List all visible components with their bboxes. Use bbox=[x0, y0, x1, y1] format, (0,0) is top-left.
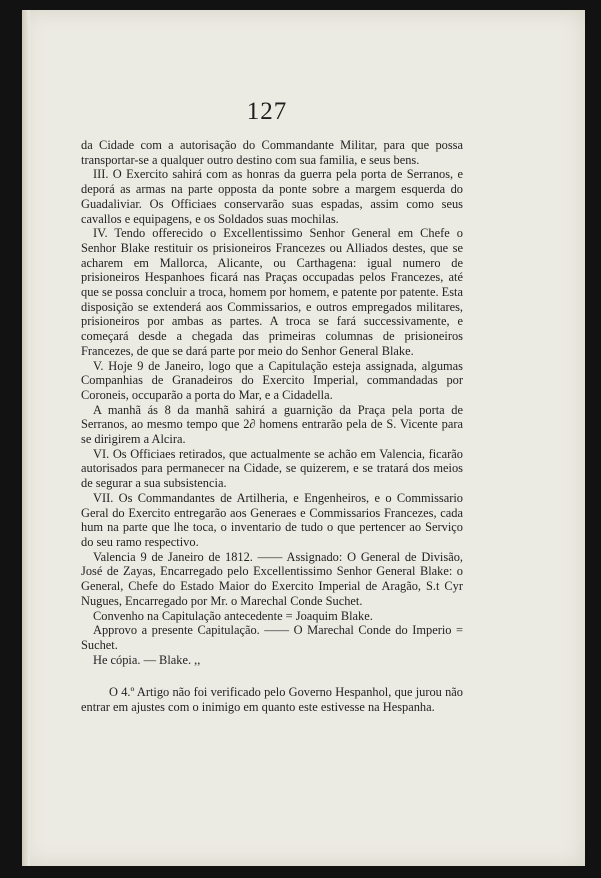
article-v: V. Hoje 9 de Janeiro, logo que a Capitulação esteja assignada, algumas Companhias de Granadeiros do Exercito Imperial, commandadas por Coroneis, occuparão a porta do Mar, e a Cidadella. bbox=[81, 358, 463, 402]
article-vii: VII. Os Commandantes de Artilheria, e Engenheiros, e o Commissario Geral do Exercito entregarão aos Generaes e Commissarios Francezes, cada hum na parte que lhe toca, o inventario de tudo o que pertencer ao Serviço do seu ramo respectivo. bbox=[81, 490, 463, 549]
article-iii: III. O Exercito sahirá com as honras da guerra pela porta de Serranos, e deporá as armas na parte opposta da ponte sobre a margem esquerda do Guadaliviar. Os Officiaes conservarão suas espadas, assim como seus cavallos e equipagens, e os Soldados suas mochilas. bbox=[81, 167, 463, 226]
blake-approval: Convenho na Capitulação antecedente = Joaquim Blake. bbox=[93, 608, 373, 623]
page-number: 127 bbox=[246, 98, 288, 125]
article-v-continued: A manhã ás 8 da manhã sahirá a guarnição da Praça pela porta de Serranos, ao mesmo tempo que 2∂ homens entrarão pela de S. Vicente para se dirigirem a Alcira. bbox=[81, 402, 463, 447]
paragraph-gap bbox=[81, 667, 463, 685]
page-body bbox=[81, 138, 463, 715]
book-page bbox=[22, 10, 585, 866]
signature-block: Valencia 9 de Janeiro de 1812. —— Assignado: O General de Divisão, José de Zayas, Encarregado pelo Excellentissimo Senhor General Blake: o General, Chefe do Estado Maior do Exercito Imperial de Aragão, S.t Cyr Nugues, Encarregado por Mr. o Marechal Conde Suchet. bbox=[81, 549, 463, 608]
page-gutter-shadow bbox=[22, 10, 30, 866]
article-iv: IV. Tendo offerecido o Excellentissimo Senhor General em Chefe o Senhor Blake restituir os prisioneiros Francezes ou Alliados destes, que se acharem em Mallorca, Alicante, ou Carthagena: igual numero de prisioneiros Hespanhoes ficará nas Praças occupadas pelos Francezes, até que se possa concluir a troca, homem por homem, e patente por patente. Esta disposição se extenderá aos Commissarios, e outros empregados militares, prisioneiros por ambas as partes. A troca se fará successivamente, e começará desde a chegada das primeiras columnas de prisioneiros Francezes, de que se dará parte por meio do Senhor General Blake. bbox=[81, 226, 463, 358]
article-vi: VI. Os Officiaes retirados, que actualmente se achão em Valencia, ficarão autorisados para permanecer na Cidade, se quizerem, e se tratará dos meios de segurar a sua subsistencia. bbox=[81, 446, 463, 491]
suchet-approval: Approvo a presente Capitulação. —— O Marechal Conde do Imperio = Suchet. bbox=[81, 623, 463, 652]
closing-note: O 4.º Artigo não foi verificado pelo Governo Hespanhol, que jurou não entrar em ajustes com o inimigo em quanto este estivesse na Hespanha. bbox=[81, 685, 463, 715]
copy-attestation: He cópia. — Blake. ,, bbox=[93, 652, 201, 667]
paragraph-1: da Cidade com a autorisação do Commandante Militar, para que possa transportar-se a qualquer outro destino com sua familia, e seus bens. bbox=[81, 138, 463, 167]
